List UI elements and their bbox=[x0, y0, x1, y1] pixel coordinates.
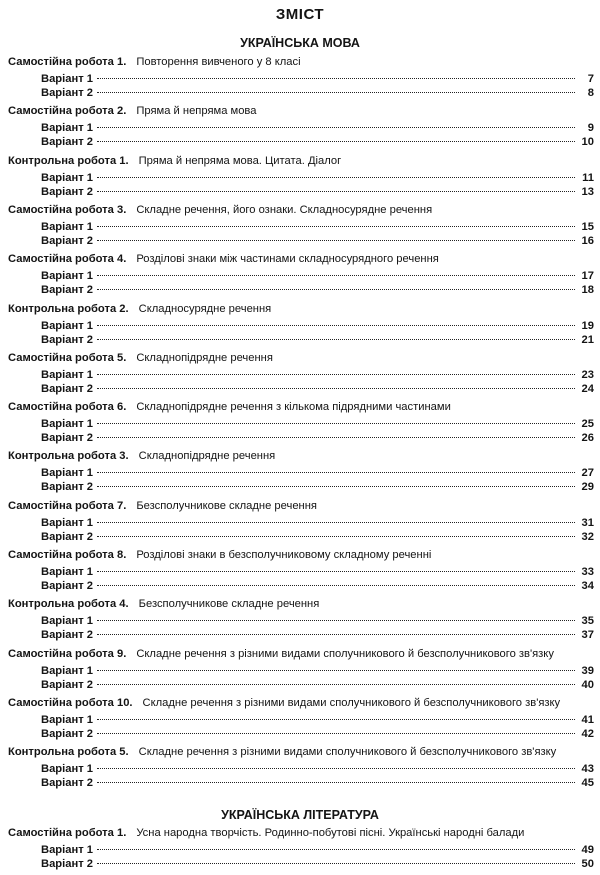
variant-label: Варіант 1 bbox=[41, 368, 94, 381]
variant-row bbox=[41, 857, 594, 871]
variant-row bbox=[41, 480, 594, 494]
variant-row bbox=[41, 843, 594, 857]
variant-row bbox=[41, 579, 594, 593]
variant-row bbox=[41, 466, 594, 480]
toc-entry bbox=[8, 696, 598, 711]
entry-label: Самостійна робота 3. bbox=[8, 203, 127, 216]
dot-leader bbox=[97, 863, 575, 864]
entry-label: Контрольна робота 4. bbox=[8, 598, 129, 611]
page-number: 33 bbox=[581, 566, 594, 578]
entry-label: Самостійна робота 10. bbox=[8, 696, 133, 709]
page-number: 49 bbox=[581, 844, 594, 856]
dot-leader bbox=[97, 849, 575, 850]
variant-label: Варіант 1 bbox=[41, 467, 94, 480]
page-number: 40 bbox=[581, 678, 594, 691]
variant-row bbox=[41, 628, 594, 642]
page-number: 29 bbox=[581, 481, 594, 494]
dot-leader bbox=[97, 240, 575, 241]
dot-leader bbox=[97, 374, 575, 375]
dot-leader bbox=[97, 141, 575, 142]
variant-label: Варіант 1 bbox=[41, 566, 94, 578]
toc-entry bbox=[8, 499, 598, 514]
variant-row bbox=[41, 530, 594, 544]
entry-topic: Складнопідрядне речення bbox=[136, 351, 273, 364]
variant-row bbox=[41, 368, 594, 382]
page-number: 34 bbox=[581, 580, 594, 592]
entry-topic: Пряма й непряма мова bbox=[136, 105, 257, 118]
toc-entry bbox=[8, 104, 598, 119]
entry-label: Контрольна робота 3. bbox=[8, 450, 129, 463]
variant-row bbox=[41, 135, 594, 149]
variant-row bbox=[41, 431, 594, 445]
page-number: 32 bbox=[581, 530, 594, 543]
page-number: 16 bbox=[581, 234, 594, 247]
toc-entry bbox=[8, 647, 598, 662]
variant-row bbox=[41, 234, 594, 248]
page-number: 50 bbox=[581, 858, 594, 870]
toc-entry bbox=[8, 302, 598, 317]
page-number: 10 bbox=[581, 136, 594, 149]
page-number: 21 bbox=[581, 333, 594, 346]
variant-row bbox=[41, 86, 594, 100]
page-number: 41 bbox=[581, 713, 594, 726]
variant-label: Варіант 1 bbox=[41, 713, 94, 726]
dot-leader bbox=[97, 437, 575, 438]
variant-label: Варіант 2 bbox=[41, 678, 94, 691]
dot-leader bbox=[97, 571, 575, 572]
entry-topic: Складне речення з різними видами сполучникового й безсполучникового зв'язку bbox=[142, 696, 561, 709]
entry-topic: Складне речення з різними видами сполучникового й безсполучникового зв'язку bbox=[138, 746, 557, 759]
variant-row bbox=[41, 72, 594, 86]
dot-leader bbox=[97, 388, 575, 389]
variant-row bbox=[41, 776, 594, 790]
page-number: 19 bbox=[581, 319, 594, 332]
page-number: 13 bbox=[581, 185, 594, 198]
variant-row bbox=[41, 220, 594, 234]
variant-label: Варіант 1 bbox=[41, 122, 94, 135]
variant-label: Варіант 2 bbox=[41, 629, 94, 642]
page-number: 26 bbox=[581, 432, 594, 445]
variant-row bbox=[41, 727, 594, 741]
section-heading: УКРАЇНСЬКА МОВА bbox=[240, 36, 360, 50]
variant-label: Варіант 2 bbox=[41, 580, 94, 592]
variant-label: Варіант 2 bbox=[41, 858, 94, 870]
variant-row bbox=[41, 762, 594, 776]
variant-row bbox=[41, 121, 594, 135]
entry-label: Контрольна робота 2. bbox=[8, 302, 129, 315]
section-heading: УКРАЇНСЬКА ЛІТЕРАТУРА bbox=[221, 808, 379, 822]
entry-topic: Безсполучникове складне речення bbox=[136, 499, 317, 512]
variant-label: Варіант 2 bbox=[41, 530, 94, 543]
page-number: 23 bbox=[581, 368, 594, 381]
toc-entry bbox=[8, 55, 598, 70]
page-number: 43 bbox=[581, 763, 594, 776]
entry-label: Самостійна робота 9. bbox=[8, 647, 127, 660]
variant-label: Варіант 2 bbox=[41, 382, 94, 395]
entry-topic: Безсполучникове складне речення bbox=[138, 598, 320, 611]
page-number: 24 bbox=[581, 382, 594, 395]
variant-label: Варіант 2 bbox=[41, 777, 94, 790]
variant-label: Варіант 1 bbox=[41, 763, 94, 776]
dot-leader bbox=[97, 339, 575, 340]
page-number: 37 bbox=[581, 629, 594, 642]
page-number: 27 bbox=[581, 467, 594, 480]
dot-leader bbox=[97, 325, 575, 326]
entry-topic: Усна народна творчість. Родинно-побутові пісні. Українські народні балади bbox=[136, 827, 525, 839]
entry-label: Самостійна робота 7. bbox=[8, 499, 127, 512]
variant-label: Варіант 2 bbox=[41, 727, 94, 740]
entry-label: Контрольна робота 1. bbox=[8, 154, 129, 167]
page-number: 18 bbox=[581, 284, 594, 297]
page-number: 31 bbox=[581, 516, 594, 529]
variant-row bbox=[41, 333, 594, 347]
variant-label: Варіант 2 bbox=[41, 234, 94, 247]
variant-row bbox=[41, 185, 594, 199]
entry-topic: Складнопідрядне речення bbox=[138, 450, 276, 463]
page-number: 11 bbox=[582, 171, 594, 184]
dot-leader bbox=[97, 634, 575, 635]
dot-leader bbox=[97, 275, 575, 276]
dot-leader bbox=[97, 719, 575, 720]
toc-entry bbox=[8, 449, 598, 464]
dot-leader bbox=[97, 177, 575, 178]
toc-entry bbox=[8, 203, 598, 218]
dot-leader bbox=[97, 670, 575, 671]
entry-topic: Розділові знаки між частинами складносурядного речення bbox=[136, 253, 439, 266]
variant-label: Варіант 2 bbox=[41, 333, 94, 346]
variant-row bbox=[41, 283, 594, 297]
dot-leader bbox=[97, 472, 575, 473]
variant-label: Варіант 2 bbox=[41, 87, 94, 99]
page-number: 39 bbox=[581, 664, 594, 677]
toc-entry bbox=[8, 548, 598, 563]
page-number: 15 bbox=[581, 220, 594, 233]
toc-entry bbox=[8, 745, 598, 760]
toc-entry bbox=[8, 400, 598, 415]
entry-label: Контрольна робота 5. bbox=[8, 746, 129, 759]
dot-leader bbox=[97, 620, 575, 621]
page-number: 42 bbox=[581, 727, 594, 740]
entry-label: Самостійна робота 1. bbox=[8, 827, 127, 839]
toc-entry bbox=[8, 826, 598, 841]
variant-row bbox=[41, 713, 594, 727]
variant-row bbox=[41, 382, 594, 396]
variant-label: Варіант 1 bbox=[41, 220, 94, 233]
entry-label: Самостійна робота 6. bbox=[8, 401, 127, 414]
variant-label: Варіант 1 bbox=[41, 270, 94, 283]
entry-topic: Повторення вивченого у 8 класі bbox=[136, 56, 301, 68]
page-number: 45 bbox=[581, 777, 594, 790]
variant-label: Варіант 2 bbox=[41, 432, 94, 445]
dot-leader bbox=[97, 585, 575, 586]
variant-label: Варіант 2 bbox=[41, 481, 94, 494]
variant-label: Варіант 1 bbox=[41, 73, 94, 85]
toc-entry bbox=[8, 154, 598, 169]
variant-row bbox=[41, 319, 594, 333]
variant-row bbox=[41, 678, 594, 692]
entry-topic: Складнопідрядне речення з кількома підрядними частинами bbox=[136, 401, 451, 414]
variant-row bbox=[41, 516, 594, 530]
page-number: 8 bbox=[587, 87, 594, 99]
entry-label: Самостійна робота 2. bbox=[8, 105, 127, 118]
entry-topic: Складносурядне речення bbox=[138, 302, 272, 315]
toc-entry bbox=[8, 351, 598, 366]
variant-label: Варіант 1 bbox=[41, 844, 94, 856]
entry-label: Самостійна робота 4. bbox=[8, 253, 127, 266]
variant-row bbox=[41, 614, 594, 628]
variant-label: Варіант 1 bbox=[41, 615, 94, 628]
dot-leader bbox=[97, 191, 575, 192]
variant-label: Варіант 2 bbox=[41, 185, 94, 198]
variant-row bbox=[41, 269, 594, 283]
dot-leader bbox=[97, 226, 575, 227]
entry-topic: Складне речення з різними видами сполучникового й безсполучникового зв'язку bbox=[136, 647, 554, 660]
dot-leader bbox=[97, 78, 575, 79]
entry-label: Самостійна робота 1. bbox=[8, 56, 127, 68]
dot-leader bbox=[97, 522, 575, 523]
page-number: 35 bbox=[581, 615, 594, 628]
variant-label: Варіант 2 bbox=[41, 284, 94, 297]
dot-leader bbox=[97, 733, 575, 734]
entry-topic: Пряма й непряма мова. Цитата. Діалог bbox=[138, 154, 342, 167]
dot-leader bbox=[97, 423, 575, 424]
page-number: 7 bbox=[587, 73, 594, 85]
variant-row bbox=[41, 417, 594, 431]
variant-label: Варіант 1 bbox=[41, 516, 94, 529]
variant-label: Варіант 1 bbox=[41, 418, 94, 431]
page-number: 25 bbox=[581, 418, 594, 431]
toc-entry bbox=[8, 597, 598, 612]
dot-leader bbox=[97, 289, 575, 290]
toc-entry bbox=[8, 252, 598, 267]
dot-leader bbox=[97, 486, 575, 487]
variant-label: Варіант 1 bbox=[41, 664, 94, 677]
entry-topic: Розділові знаки в безсполучниковому складному реченні bbox=[136, 549, 432, 561]
entry-topic: Складне речення, його ознаки. Складносурядне речення bbox=[136, 203, 433, 216]
dot-leader bbox=[97, 92, 575, 93]
variant-label: Варіант 2 bbox=[41, 136, 94, 149]
page-title: ЗМІСТ bbox=[275, 6, 325, 23]
dot-leader bbox=[97, 684, 575, 685]
variant-label: Варіант 1 bbox=[41, 319, 94, 332]
entry-label: Самостійна робота 8. bbox=[8, 549, 127, 561]
entry-label: Самостійна робота 5. bbox=[8, 351, 127, 364]
dot-leader bbox=[97, 536, 575, 537]
page-number: 17 bbox=[581, 270, 594, 283]
variant-row bbox=[41, 664, 594, 678]
variant-row bbox=[41, 565, 594, 579]
dot-leader bbox=[97, 127, 575, 128]
variant-row bbox=[41, 171, 594, 185]
variant-label: Варіант 1 bbox=[41, 171, 94, 184]
page-number: 9 bbox=[587, 122, 594, 135]
dot-leader bbox=[97, 782, 575, 783]
dot-leader bbox=[97, 768, 575, 769]
